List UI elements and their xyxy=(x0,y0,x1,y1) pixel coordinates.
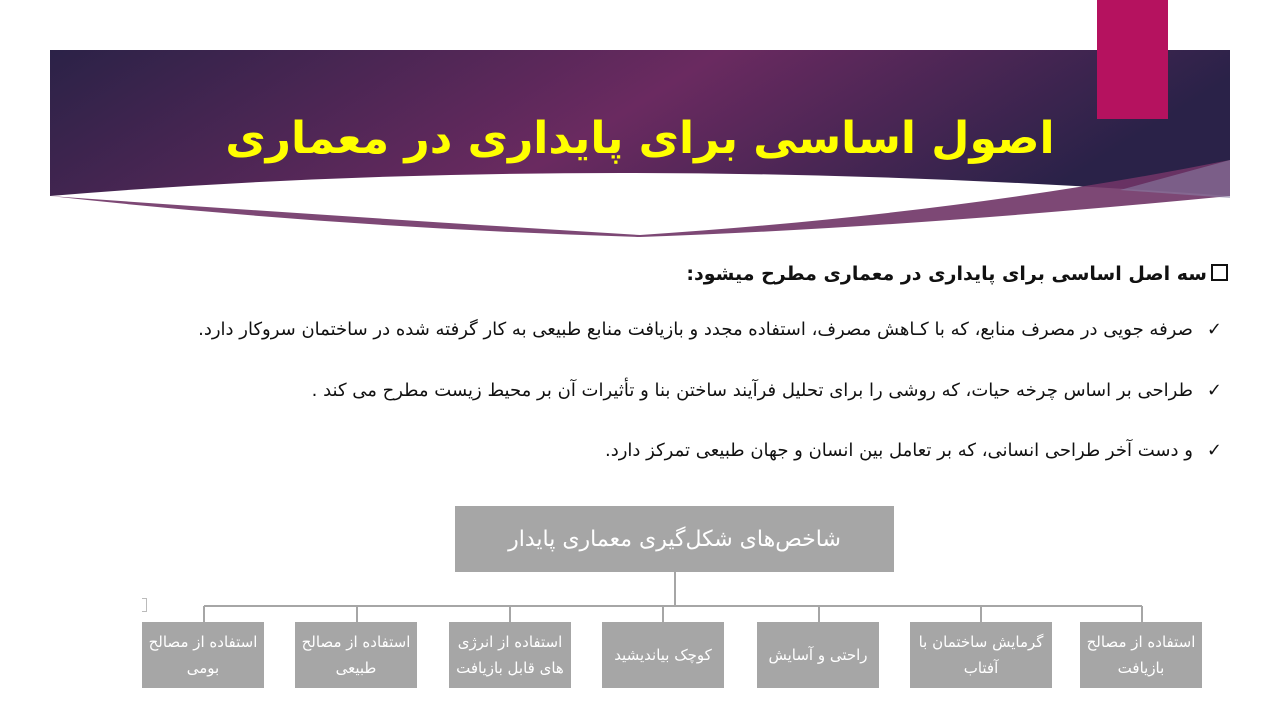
diagram-leaf-label: استفاده از مصالح بازیافت xyxy=(1086,633,1196,677)
diagram-root-node xyxy=(455,506,894,572)
bullet-item xyxy=(102,316,1222,344)
placeholder-mark xyxy=(142,598,147,612)
diagram-leaf-node xyxy=(142,622,264,688)
diagram-root-label: شاخص‌های شکل‌گیری معماری پایدار xyxy=(508,526,841,552)
diagram-leaf-label: گرمایش ساختمان با آفتاب xyxy=(918,633,1044,677)
diagram-leaf-node xyxy=(602,622,724,688)
checkbox-square-icon xyxy=(1211,264,1228,281)
diagram-connectors xyxy=(0,570,1280,630)
diagram-leaf-label: استفاده از مصالح طبیعی xyxy=(301,633,411,677)
bullet-item xyxy=(102,437,1222,465)
section-heading xyxy=(128,258,1228,290)
checkmark-icon: ✓ xyxy=(1206,319,1222,340)
slide-title: اصول اساسی برای پایداری در معماری xyxy=(225,113,1055,164)
section-heading-text: سه اصل اساسی برای پایداری در معماری مطرح میشود: xyxy=(686,263,1207,285)
checkmark-icon: ✓ xyxy=(1206,380,1222,401)
bullet-item xyxy=(102,377,1222,405)
checkmark-icon: ✓ xyxy=(1206,440,1222,461)
diagram-leaf-label: استفاده از مصالح بومی xyxy=(148,633,258,677)
accent-tab xyxy=(1097,0,1168,119)
diagram-leaf-node xyxy=(757,622,879,688)
bullet-text: صرفه جویی در مصرف منابع، که با کـاهش مصرف، استفاده مجدد و بازیافت منابع طبیعی به کار گرفته شده در ساختمان سروکار دارد. xyxy=(198,319,1193,340)
diagram-leaf-label: کوچک بیاندیشید xyxy=(614,646,712,664)
diagram-leaf-label: استفاده از انرژی های قابل بازیافت xyxy=(456,633,564,677)
diagram-leaf-node xyxy=(910,622,1052,688)
diagram-leaf-label: راحتی و آسایش xyxy=(768,646,868,664)
bullet-text: طراحی بر اساس چرخه حیات، که روشی را برای تحلیل فرآیند ساختن بنا و تأثیرات آن بر محیط زیست مطرح می کند . xyxy=(311,380,1193,401)
diagram-leaf-node xyxy=(1080,622,1202,688)
bullet-text: و دست آخر طراحی انسانی، که بر تعامل بین انسان و جهان طبیعی تمرکز دارد. xyxy=(604,440,1193,461)
diagram-leaf-node xyxy=(449,622,571,688)
diagram-leaf-node xyxy=(295,622,417,688)
